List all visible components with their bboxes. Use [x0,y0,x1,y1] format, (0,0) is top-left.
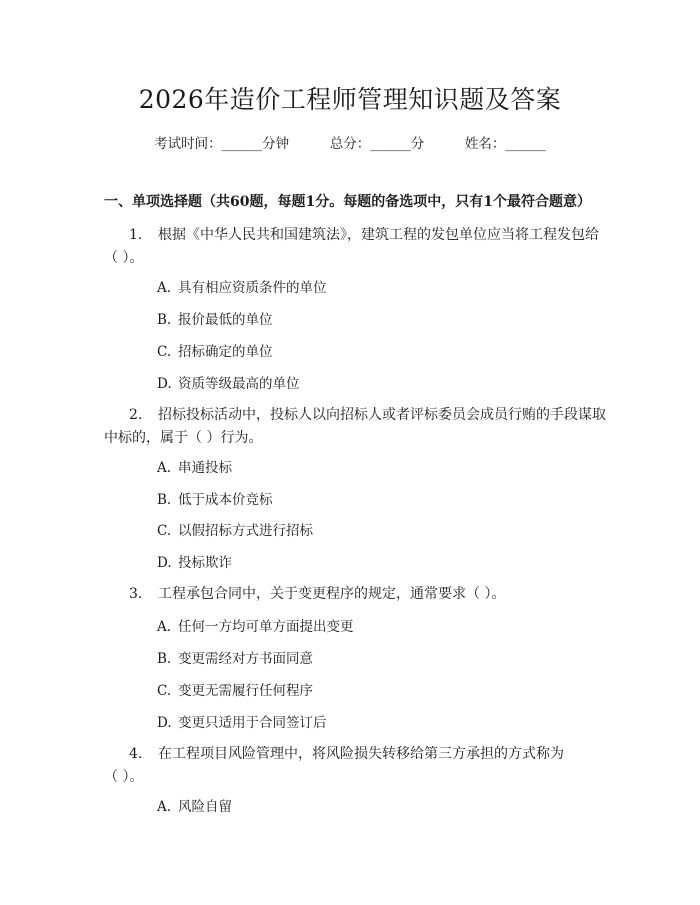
option-text: 任何一方均可单方面提出变更 [178,619,354,635]
option-text: 串通投标 [178,460,232,476]
option-item [157,519,313,539]
exam-time-blank: ______ [221,136,263,152]
question-stem [129,224,599,244]
section-heading: 一、单项选择题（共60题，每题1分。每题的备选项中，只有1个最符合题意） [104,194,591,210]
question-number: 1. [129,227,143,243]
exam-time-label: 考试时间： [154,136,222,152]
question-text: 工程承包合同中，关于变更程序的规定，通常要求（ ）。 [158,586,506,602]
option-text: 招标确定的单位 [178,344,273,360]
option-letter: A. [157,619,172,635]
question-number: 3. [129,586,143,602]
option-text: 低于成本价竞标 [178,492,273,508]
option-item [157,647,313,667]
option-text: 变更只适用于合同签订后 [178,715,327,731]
option-item [157,679,313,699]
option-letter: B. [157,312,172,328]
option-text: 资质等级最高的单位 [178,376,300,392]
option-text: 变更无需履行任何程序 [178,683,313,699]
question-number: 2. [129,407,143,423]
option-item [157,308,273,328]
document-title: 2026年造价工程师管理知识题及答案 [138,85,562,114]
question-number: 4. [129,746,143,762]
option-text: 以假招标方式进行招标 [178,523,313,539]
name-label: 姓名： [464,136,506,152]
option-text: 投标欺诈 [178,555,232,571]
exam-info-line [0,132,700,152]
option-letter: C. [157,344,172,360]
option-text: 变更需经对方书面同意 [178,651,313,667]
option-letter: A. [157,799,172,815]
question-stem [129,404,606,424]
option-item [157,456,232,476]
total-score-label: 总分： [329,136,371,152]
option-item [157,711,327,731]
option-letter: D. [157,715,172,731]
total-score-unit: 分 [410,136,425,152]
option-letter: C. [157,523,172,539]
question-text: 招标投标活动中，投标人以向招标人或者评标委员会成员行贿的手段谋取 [158,407,606,423]
name-blank: ______ [505,136,546,152]
option-letter: B. [157,492,172,508]
option-letter: B. [157,651,172,667]
option-text: 具有相应资质条件的单位 [178,280,327,296]
option-item [157,551,232,571]
question-text-continued: （ ）。 [104,769,144,785]
question-text: 根据《中华人民共和国建筑法》，建筑工程的发包单位应当将工程发包给 [158,227,599,243]
option-letter: C. [157,683,172,699]
option-item [157,795,232,815]
option-item [157,340,273,360]
option-text: 报价最低的单位 [178,312,273,328]
option-letter: A. [157,460,172,476]
question-text-continued: （ ）。 [104,250,144,266]
option-letter: D. [157,555,172,571]
question-text: 在工程项目风险管理中，将风险损失转移给第三方承担的方式称为 [158,746,564,762]
option-item [157,615,354,635]
option-item [157,276,327,296]
option-letter: A. [157,280,172,296]
total-score-blank: ______ [370,136,411,152]
option-item [157,488,273,508]
exam-time-unit: 分钟 [262,136,290,152]
question-text-continued: 中标的，属于（ ）行为。 [104,430,263,446]
option-letter: D. [157,376,172,392]
question-stem [129,583,505,603]
option-text: 风险自留 [178,799,232,815]
option-item [157,372,300,392]
question-stem [129,743,564,763]
